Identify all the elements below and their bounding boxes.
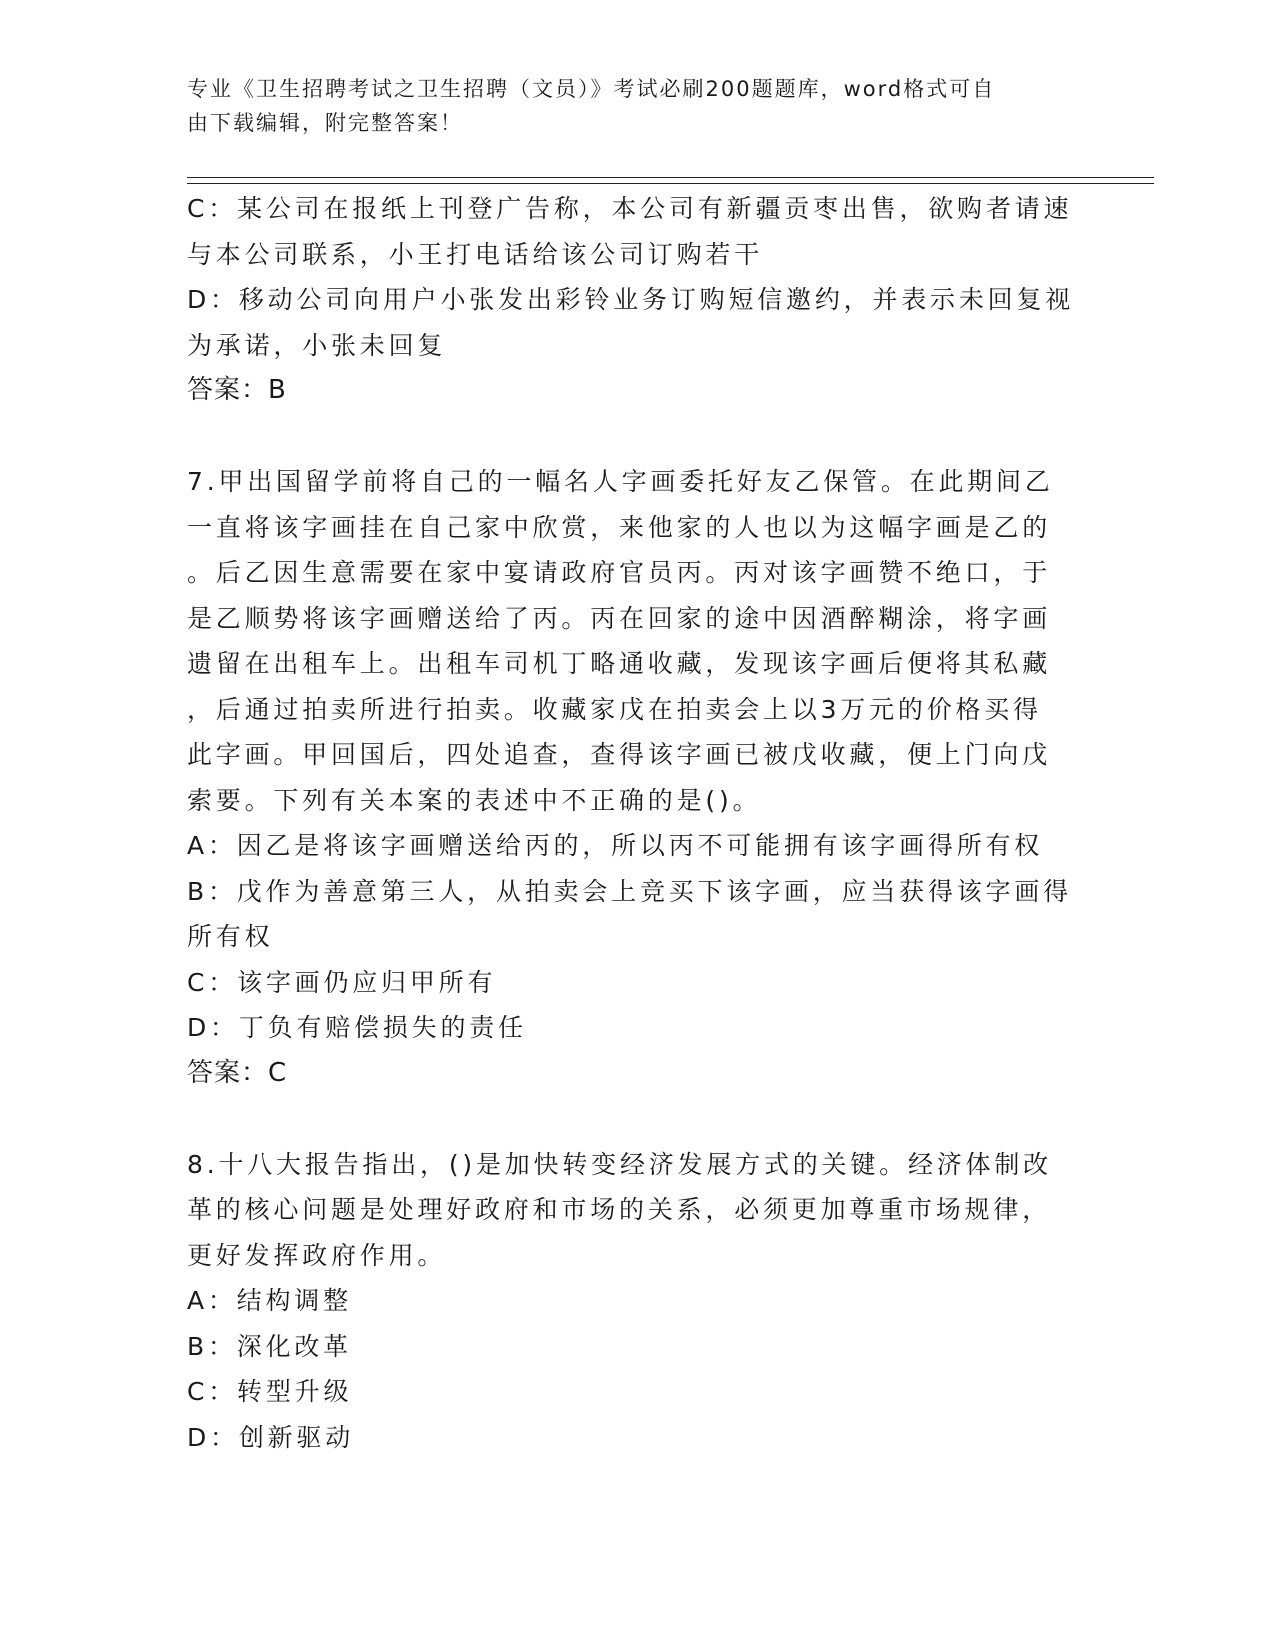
question-stem-line: 。后乙因生意需要在家中宴请政府官员丙。丙对该字画赞不绝口，于 — [187, 558, 1052, 587]
question-stem-line: 遗留在出租车上。出租车司机丁略通收藏，发现该字画后便将其私藏 — [187, 649, 1052, 678]
question-stem-line: 索要。下列有关本案的表述中不正确的是()。 — [187, 785, 762, 815]
question-stem-line: 是乙顺势将该字画赠送给了丙。丙在回家的途中因酒醉糊涂，将字画 — [187, 603, 1052, 633]
answer-line: 答案：C — [187, 1057, 288, 1088]
option-b-line-1: B：戊作为善意第三人，从拍卖会上竞买下该字画，应当获得该字画得 — [187, 876, 1072, 906]
header-rule-bottom — [187, 183, 1154, 184]
question-stem-line: 更好发挥政府作用。 — [187, 1240, 447, 1270]
document-body — [187, 186, 1087, 1460]
answer-line: 答案：B — [187, 375, 287, 405]
document-header — [187, 72, 1077, 140]
option-b: B：深化改革 — [187, 1331, 352, 1361]
option-d: D：丁负有赔偿损失的责任 — [187, 1013, 527, 1042]
option-d: D：创新驱动 — [187, 1422, 355, 1452]
option-d-line-2: 为承诺，小张未回复 — [187, 330, 447, 360]
header-line-2: 由下载编辑，附完整答案！ — [187, 111, 463, 135]
header-rule-top — [187, 177, 1154, 178]
question-stem-line: ，后通过拍卖所进行拍卖。收藏家戊在拍卖会上以3万元的价格买得 — [187, 694, 1042, 724]
option-a: A：因乙是将该字画赠送给丙的，所以丙不可能拥有该字画得所有权 — [187, 831, 1044, 860]
question-7 — [187, 459, 1087, 1096]
option-d-line-1: D：移动公司向用户小张发出彩铃业务订购短信邀约，并表示未回复视 — [187, 285, 1075, 314]
option-b-line-2: 所有权 — [187, 922, 274, 951]
question-stem-line: 此字画。甲回国后，四处追查，查得该字画已被戊收藏，便上门向戊 — [187, 740, 1052, 769]
question-stem-line: 一直将该字画挂在自己家中欣赏，来他家的人也以为这幅字画是乙的 — [187, 512, 1052, 542]
option-c-line-1: C：某公司在报纸上刊登广告称，本公司有新疆贡枣出售，欲购者请速 — [187, 194, 1073, 223]
header-line-1: 专业《卫生招聘考试之卫生招聘（文员）》考试必刷200题题库，word格式可自 — [187, 77, 996, 101]
option-c: C：转型升级 — [187, 1377, 353, 1406]
spacer — [187, 1096, 1087, 1142]
option-a: A：结构调整 — [187, 1286, 352, 1315]
question-8 — [187, 1142, 1087, 1461]
option-c: C：该字画仍应归甲所有 — [187, 967, 497, 997]
question-stem-line: 革的核心问题是处理好政府和市场的关系，必须更加尊重市场规律， — [187, 1195, 1052, 1224]
option-c-line-2: 与本公司联系，小王打电话给该公司订购若干 — [187, 239, 764, 269]
question-stem-line: 7.甲出国留学前将自己的一幅名人字画委托好友乙保管。在此期间乙 — [187, 467, 1054, 496]
question-stem-line: 8.十八大报告指出，()是加快转变经济发展方式的关键。经济体制改 — [187, 1149, 1052, 1179]
question-6-continued — [187, 186, 1087, 414]
spacer — [187, 414, 1087, 460]
